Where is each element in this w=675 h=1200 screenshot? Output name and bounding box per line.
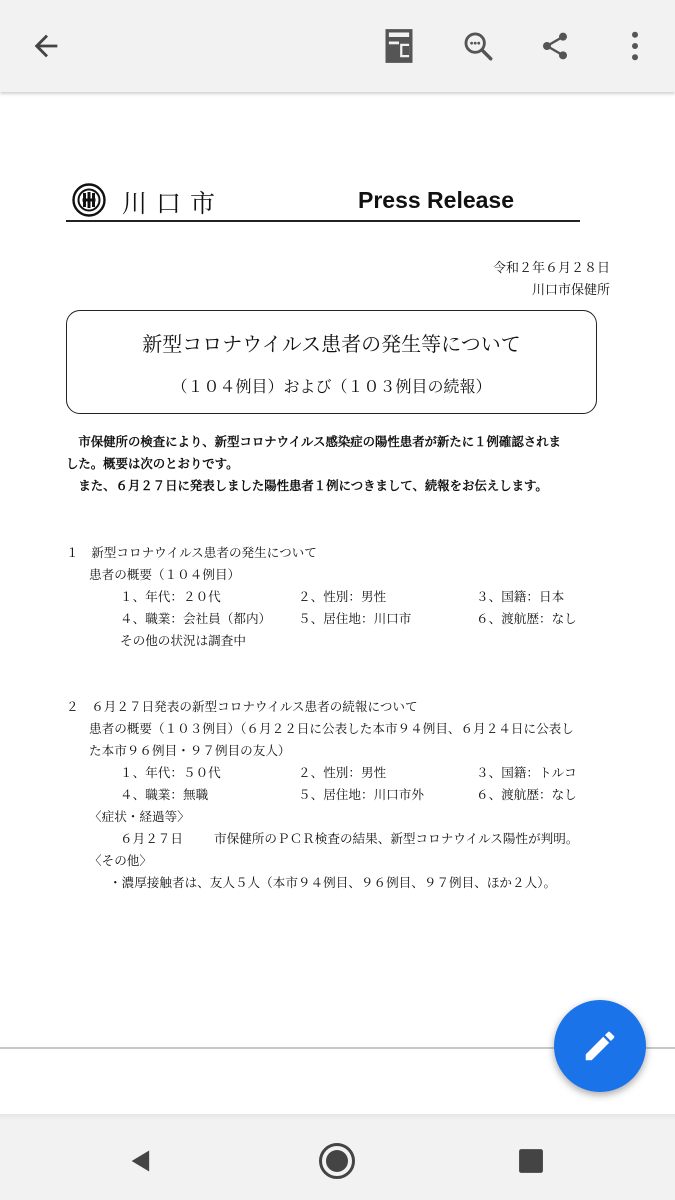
section1-nationality: ３、国籍：日本: [476, 589, 565, 604]
section2-other-label: 〈その他〉: [89, 853, 152, 868]
section2-heading: ２ ６月２７日発表の新型コロナウイルス患者の続報について: [66, 699, 418, 714]
section2-summary-line: た本市９６例目・９７例目の友人）: [89, 743, 291, 758]
nav-back-icon: [127, 1147, 155, 1175]
section1-residence: ５、居住地：川口市: [298, 611, 412, 626]
edit-pencil-icon: [581, 1027, 619, 1065]
system-navigation-bar: [0, 1122, 675, 1200]
section1-sex: ２、性別：男性: [298, 589, 387, 604]
intro-line: した。概要は次のとおりです。: [66, 456, 239, 471]
section2-symptom-text: 市保健所のＰＣＲ検査の結果、新型コロナウイルス陽性が判明。: [214, 831, 579, 846]
zoom-search-icon: [461, 29, 495, 63]
section1-travel: ６、渡航歴：なし: [476, 611, 577, 626]
nav-recents-icon: [518, 1148, 544, 1174]
search-button[interactable]: [454, 22, 502, 70]
edit-fab-button[interactable]: [554, 1000, 646, 1092]
release-date: 令和２年６月２８日: [492, 261, 610, 276]
pdf-document-icon: [384, 28, 414, 64]
nav-home-button[interactable]: [314, 1138, 360, 1184]
section2-symptoms-label: 〈症状・経過等〉: [89, 809, 190, 824]
document-subtitle: （１０４例目）および（１０３例目の続報）: [171, 377, 492, 396]
pdf-layout-button[interactable]: [375, 22, 423, 70]
section2-nationality: ３、国籍：トルコ: [476, 765, 577, 780]
intro-paragraph: [66, 431, 621, 497]
section1-summary-label: 患者の概要（１０４例目）: [89, 567, 241, 582]
nav-home-icon: [317, 1141, 357, 1181]
page-edge-shadow: [0, 1114, 675, 1122]
more-options-button[interactable]: [611, 22, 659, 70]
city-emblem-icon: [72, 183, 106, 217]
back-button[interactable]: [22, 22, 70, 70]
nav-back-button[interactable]: [118, 1138, 164, 1184]
department-name: 川口市保健所: [531, 283, 610, 298]
city-name: 川口市: [122, 189, 225, 218]
section2-residence: ５、居住地：川口市外: [298, 787, 424, 802]
section2-summary-line: 患者の概要（１０３例目）（６月２２日に公表した本市９４例目、６月２４日に公表し: [89, 721, 574, 736]
more-vert-icon: [630, 31, 640, 61]
section2-travel: ６、渡航歴：なし: [476, 787, 577, 802]
intro-line: 市保健所の検査により、新型コロナウイルス感染症の陽性患者が新たに１例確認されま: [66, 434, 561, 449]
section2-age: １、年代：５０代: [120, 765, 221, 780]
section2-contact-text: ・濃厚接触者は、友人５人（本市９４例目、９６例目、９７例目、ほか２人）。: [109, 875, 557, 890]
section2-sex: ２、性別：男性: [298, 765, 387, 780]
document-title: 新型コロナウイルス患者の発生等について: [142, 332, 521, 356]
intro-line: また、６月２７日に発表しました陽性患者１例につきまして、続報をお伝えします。: [66, 478, 548, 493]
section1-other: その他の状況は調査中: [120, 633, 246, 648]
title-box: [66, 310, 597, 414]
share-button[interactable]: [531, 22, 579, 70]
section1-heading: １ 新型コロナウイルス患者の発生について: [66, 545, 317, 560]
nav-recents-button[interactable]: [508, 1138, 554, 1184]
press-release-label: Press Release: [358, 187, 515, 213]
section2-occupation: ４、職業：無職: [120, 787, 209, 802]
section2-symptom-date: ６月２７日: [120, 831, 183, 846]
back-arrow-icon: [29, 29, 63, 63]
section1-age: １、年代：２０代: [120, 589, 221, 604]
section1-occupation: ４、職業：会社員（都内）: [120, 611, 272, 626]
header-divider: [66, 220, 580, 222]
app-bar: [0, 0, 675, 92]
share-icon: [539, 30, 571, 62]
